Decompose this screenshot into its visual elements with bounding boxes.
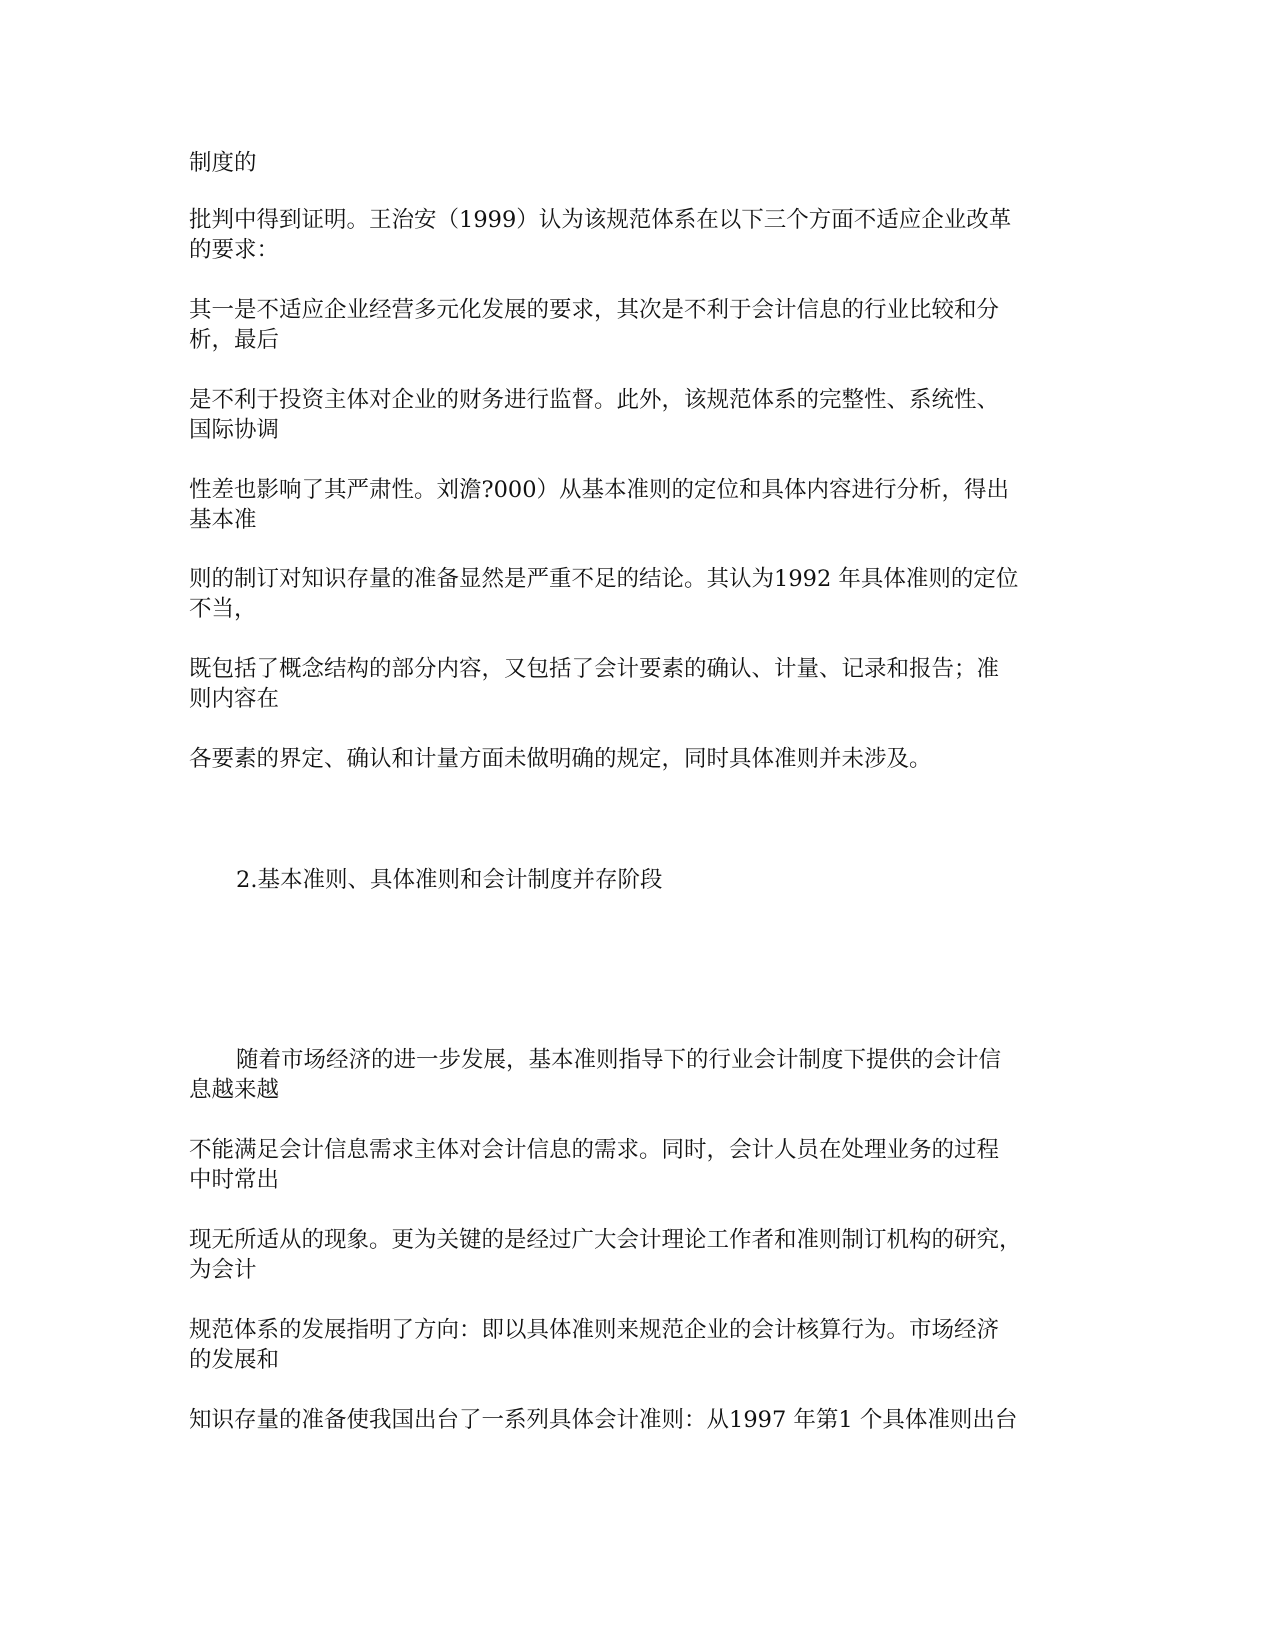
text-line: 现无所适从的现象。更为关键的是经过广大会计理论工作者和准则制订机构的研究， bbox=[189, 1227, 1022, 1253]
text-line: 既包括了概念结构的部分内容，又包括了会计要素的确认、计量、记录和报告；准 bbox=[189, 656, 1000, 682]
text-line: 性差也影响了其严肃性。刘澹?000）从基本准则的定位和具体内容进行分析，得出 bbox=[189, 477, 1010, 503]
text-line: 随着市场经济的进一步发展，基本准则指导下的行业会计制度下提供的会计信 bbox=[236, 1047, 1002, 1073]
section-heading: 2.基本准则、具体准则和会计制度并存阶段 bbox=[236, 867, 663, 893]
text-line: 其一是不适应企业经营多元化发展的要求，其次是不利于会计信息的行业比较和分 bbox=[189, 297, 1000, 323]
text-line: 为会计 bbox=[189, 1257, 257, 1283]
text-line: 则的制订对知识存量的准备显然是严重不足的结论。其认为1992 年具体准则的定位 bbox=[189, 566, 1019, 592]
text-line: 是不利于投资主体对企业的财务进行监督。此外，该规范体系的完整性、系统性、 bbox=[189, 387, 1000, 413]
text-line: 析，最后 bbox=[189, 327, 280, 353]
text-line: 基本准 bbox=[189, 507, 257, 533]
text-line: 国际协调 bbox=[189, 417, 280, 443]
text-line: 制度的 bbox=[189, 150, 257, 176]
text-line: 不当， bbox=[189, 596, 257, 622]
text-line: 的发展和 bbox=[189, 1347, 280, 1373]
text-line: 各要素的界定、确认和计量方面未做明确的规定，同时具体准则并未涉及。 bbox=[189, 746, 932, 772]
text-line: 中时常出 bbox=[189, 1167, 280, 1193]
text-line: 规范体系的发展指明了方向：即以具体准则来规范企业的会计核算行为。市场经济 bbox=[189, 1317, 1000, 1343]
text-line: 则内容在 bbox=[189, 686, 280, 712]
text-line: 息越来越 bbox=[189, 1077, 280, 1103]
text-line: 知识存量的准备使我国出台了一系列具体会计准则：从1997 年第1 个具体准则出台 bbox=[189, 1407, 1018, 1433]
text-line: 不能满足会计信息需求主体对会计信息的需求。同时，会计人员在处理业务的过程 bbox=[189, 1137, 1000, 1163]
text-line: 批判中得到证明。王治安（1999）认为该规范体系在以下三个方面不适应企业改革 bbox=[189, 207, 1012, 233]
text-line: 的要求： bbox=[189, 237, 280, 263]
